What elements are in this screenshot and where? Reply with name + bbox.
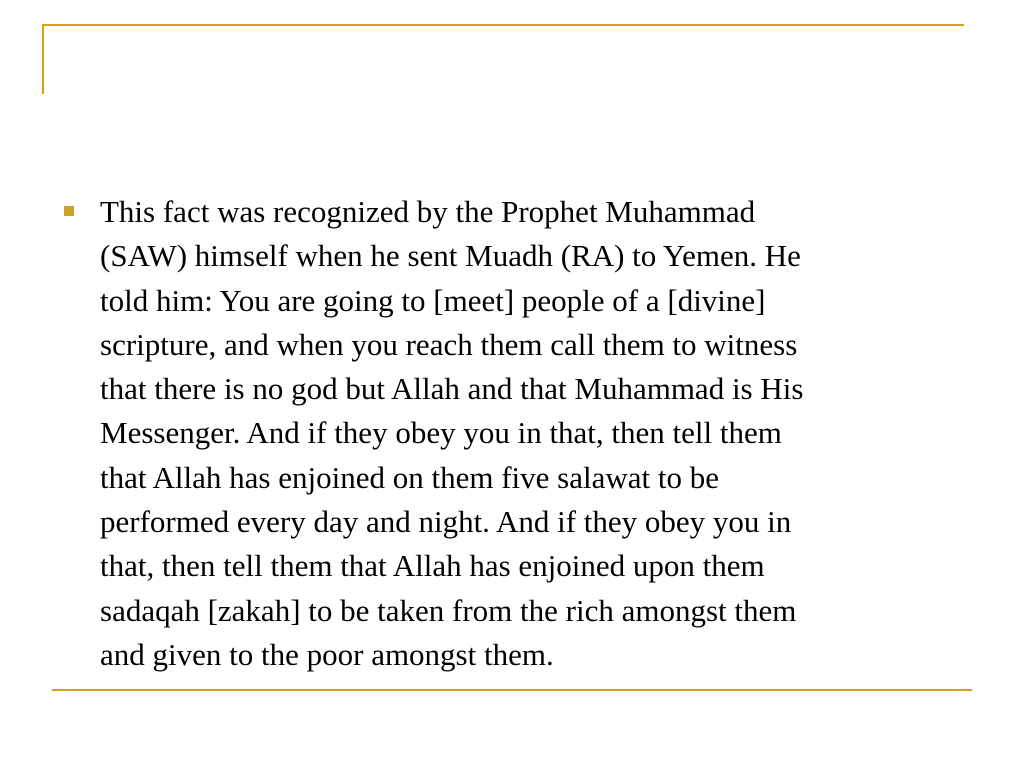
bullet-line: and given to the poor amongst them. bbox=[100, 636, 554, 672]
bullet-line: that there is no god but Allah and that Muhammad is His bbox=[100, 371, 804, 407]
bullet-line: that, then tell them that Allah has enjoined upon them bbox=[100, 548, 765, 584]
square-bullet-icon bbox=[64, 206, 74, 216]
bullet-line: performed every day and night. And if they obey you in bbox=[100, 504, 792, 540]
bullet-item bbox=[64, 190, 964, 677]
bullet-line: This fact was recognized by the Prophet Muhammad bbox=[100, 194, 756, 229]
top-rule bbox=[42, 24, 964, 26]
bullet-list bbox=[64, 190, 964, 677]
bullet-line: (SAW) himself when he sent Muadh (RA) to Yemen. He bbox=[100, 238, 801, 274]
bullet-line: that Allah has enjoined on them five salawat to be bbox=[100, 459, 719, 495]
bullet-line: sadaqah [zakah] to be taken from the rich amongst them bbox=[100, 592, 797, 628]
bullet-line: scripture, and when you reach them call them to witness bbox=[100, 326, 798, 362]
left-corner-rule bbox=[42, 24, 44, 94]
bullet-line: Messenger. And if they obey you in that, then tell them bbox=[100, 415, 782, 451]
bottom-rule bbox=[52, 689, 972, 691]
bullet-line: told him: You are going to [meet] people of a [divine] bbox=[100, 282, 766, 318]
bullet-text bbox=[100, 190, 964, 677]
